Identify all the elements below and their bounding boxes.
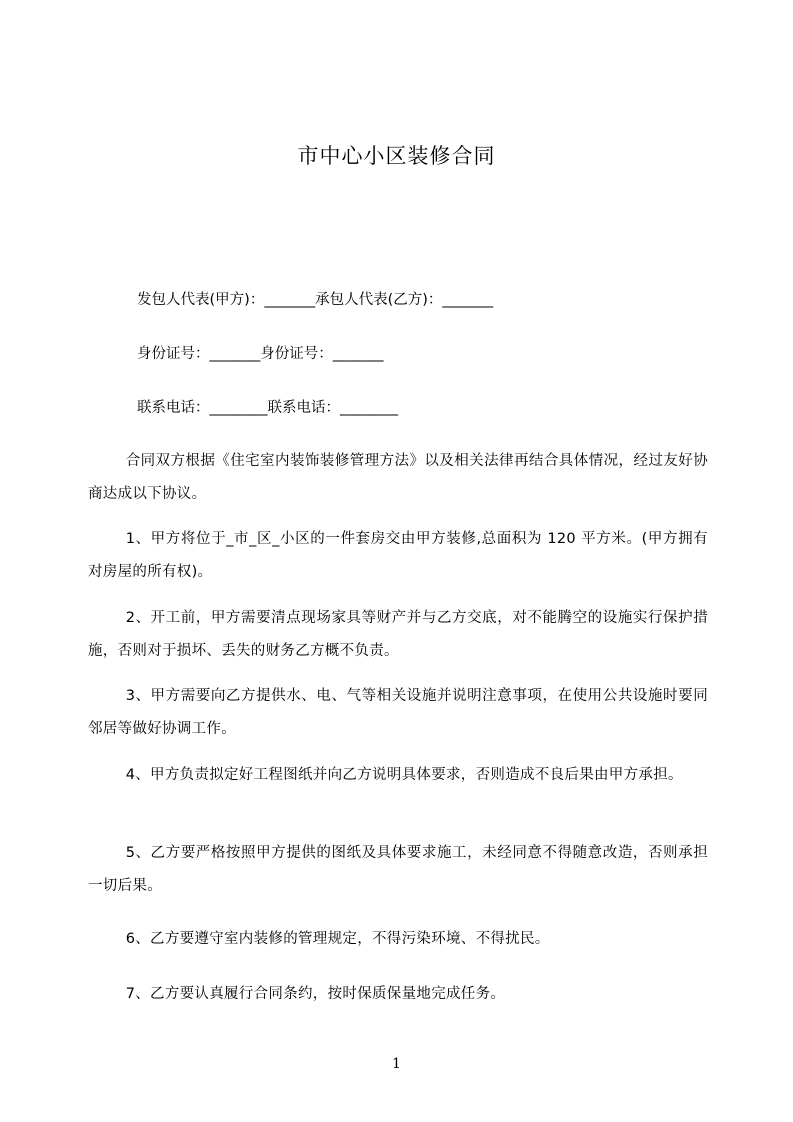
clause-7: 7、乙方要认真履行合同条约，按时保质保量地完成任务。 — [125, 986, 506, 1002]
clause-6: 6、乙方要遵守室内装修的管理规定，不得污染环境、不得扰民。 — [125, 931, 550, 947]
clause-3: 3、甲方需要向乙方提供水、电、气等相关设施并说明注意事项，在使用公共设施时要同邻居等做好协调工作。 — [88, 688, 708, 737]
id-number-line: 身份证号：_______身份证号：_______ — [137, 346, 384, 362]
page-number: 1 — [392, 1056, 401, 1072]
clause-2: 2、开工前，甲方需要清点现场家具等财产并与乙方交底，对不能腾空的设施实行保护措施，否则对于损坏、丢失的财务乙方概不负责。 — [88, 610, 708, 659]
intro-paragraph: 合同双方根据《住宅室内装饰装修管理方法》以及相关法律再结合具体情况，经过友好协商达成以下协议。 — [88, 453, 708, 502]
clause-5: 5、乙方要严格按照甲方提供的图纸及具体要求施工，未经同意不得随意改造，否则承担一切后果。 — [88, 845, 708, 894]
clause-4: 4、甲方负责拟定好工程图纸并向乙方说明具体要求，否则造成不良后果由甲方承担。 — [125, 767, 683, 783]
party-representatives-line: 发包人代表(甲方)：_______承包人代表(乙方)：_______ — [137, 292, 494, 308]
clause-1: 1、甲方将位于_市_区_小区的一件套房交由甲方装修,总面积为 120 平方米。(甲方拥有对房屋的所有权)。 — [88, 531, 708, 580]
document-title: 市中心小区装修合同 — [297, 144, 496, 168]
contact-phone-line: 联系电话：________联系电话：________ — [137, 400, 398, 416]
